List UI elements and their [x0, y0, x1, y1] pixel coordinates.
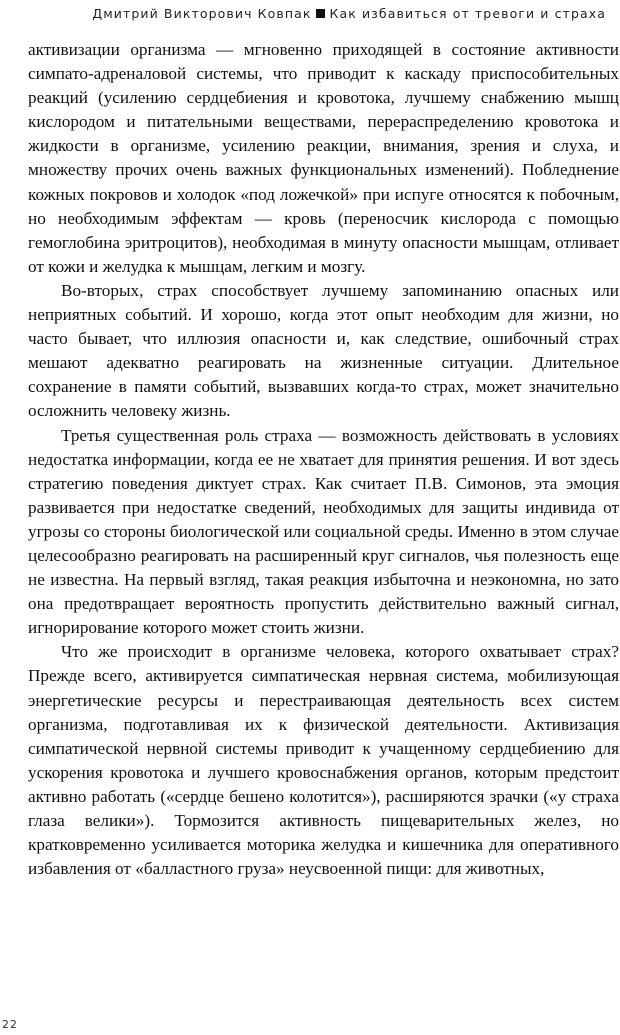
paragraph-4: Что же происходит в организме человека, которого охватывает страх? Прежде всего, активируется симпатическая нервная система, мобилизующая энергетические ресурсы и перестраивающая деятельность всех систем организма, подготавливая их к физической деятельности. Активизация симпатической нервной системы приводит к учащенному сердцебиению для ускорения кровотока и лучшего кровоснабжения органов, которым предстоит активно работать («сердце бешено колотится»), расширяются зрачки («у страха глаза велики»). Тормозится активность пищеварительных желез, но кратковременно усиливается моторика желудка и кишечника для оперативного избавления от «балластного груза» неусвоенной пищи: для животных, — [28, 642, 619, 879]
square-separator-icon — [316, 9, 325, 18]
running-header — [92, 6, 606, 21]
paragraph-1: активизации организма — мгновенно приходящей в состояние активности симпато-адреналовой системы, что приводит к каскаду приспособительных реакций (усилению сердцебиения и кровотока, лучшему снабжению мышц кислородом и питательными веществами, перераспределению кровотока и жидкости в организме, усилению реакции, внимания, зрения и слуха, и множеству прочих очень важных функциональных изменений). Побледнение кожных покровов и холодок «под ложечкой» при испуге относятся к побочным, но необходимым эффектам — кровь (переносчик кислорода с помощью гемоглобина эритроцитов), необходимая в минуту опасности мышцам, отливает от кожи и желудка к мышцам, легким и мозгу. — [28, 40, 619, 276]
header-book-title: Как избавиться от тревоги и страха — [329, 6, 606, 21]
body-text — [28, 38, 619, 881]
header-author: Дмитрий Викторович Ковпак — [92, 6, 312, 21]
paragraph-3: Третья существенная роль страха — возможность действовать в условиях недостатка информации, когда ее не хватает для принятия решения. И вот здесь стратегию поведения диктует страх. Как считает П.В. Симонов, эта эмоция развивается при недостатке сведений, необходимых для защиты индивида от угрозы со стороны биологической или социальной среды. Именно в этом случае целесообразно реагировать на расширенный круг сигналов, чья полезность еще не известна. На первый взгляд, такая реакция избыточна и неэкономна, но зато она предотвращает вероятность пропустить действительно важный сигнал, игнорирование которого может стоить жизни. — [28, 425, 619, 638]
page-number: 22 — [2, 1018, 18, 1031]
paragraph-2: Во-вторых, страх способствует лучшему запоминанию опасных или неприятных событий. И хорошо, когда этот опыт необходим для жизни, но часто бывает, что иллюзия опасности и, как следствие, ошибочный страх мешают адекватно реагировать на жизненные ситуации. Длительное сохранение в памяти событий, вызвавших когда-то страх, может значительно осложнить человеку жизнь. — [28, 280, 619, 421]
